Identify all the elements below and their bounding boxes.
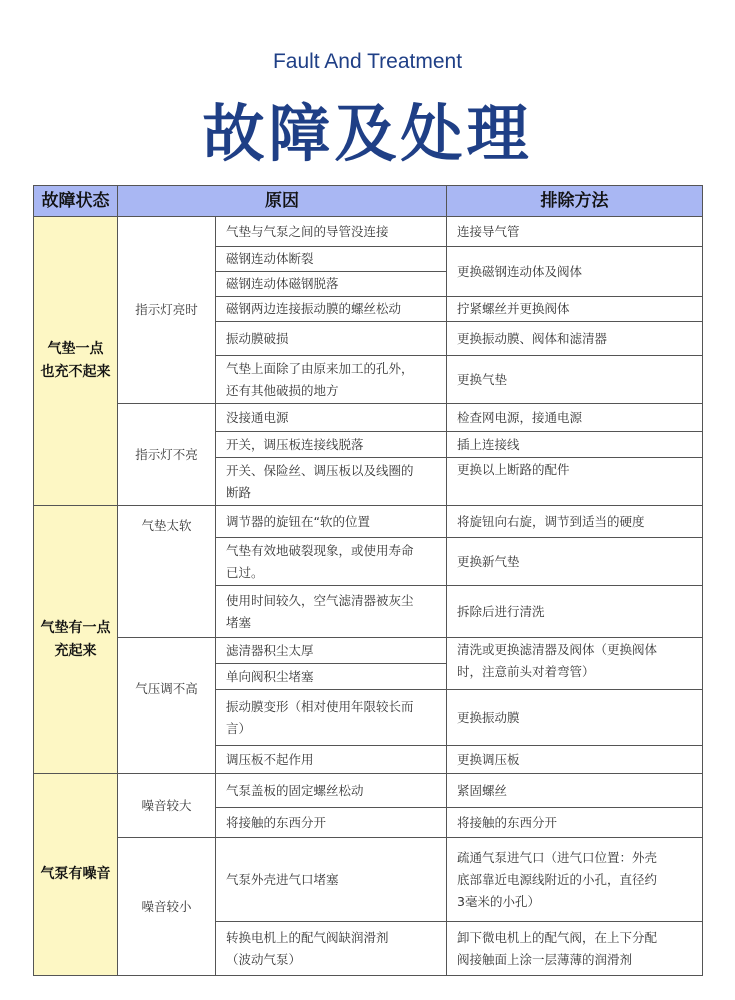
page-subtitle: Fault And Treatment	[272, 50, 463, 73]
cause-cell: 滤清器积尘太厚	[216, 638, 447, 664]
state-cell: 气泵有噪音	[34, 774, 118, 976]
fix-cell: 更换调压板	[447, 746, 703, 774]
cause-cell: 单向阀积尘堵塞	[216, 664, 447, 690]
table-row	[34, 838, 703, 922]
sub-state-cell: 气压调不高	[118, 638, 216, 774]
fix-cell: 插上连接线	[447, 432, 703, 458]
table-row	[34, 506, 703, 538]
table-row	[34, 638, 703, 664]
cause-cell: 磁钢两边连接振动膜的螺丝松动	[216, 297, 447, 322]
sub-state-cell: 噪音较大	[118, 774, 216, 838]
cause-cell: 使用时间较久，空气滤清器被灰尘 堵塞	[216, 586, 447, 638]
fix-cell: 更换气垫	[447, 356, 703, 404]
table-row	[34, 774, 703, 808]
cause-cell: 磁钢连动体磁钢脱落	[216, 272, 447, 297]
sub-state-cell: 指示灯亮时	[118, 217, 216, 404]
cause-cell: 调节器的旋钮在“软的位置	[216, 506, 447, 538]
fault-table	[33, 185, 703, 976]
fix-cell: 更换振动膜、阀体和滤清器	[447, 322, 703, 356]
table-header-row	[34, 186, 703, 217]
fix-cell: 检查网电源，接通电源	[447, 404, 703, 432]
sub-state-cell: 指示灯不亮	[118, 404, 216, 506]
cause-cell: 气垫有效地破裂现象，或使用寿命 已过。	[216, 538, 447, 586]
cause-cell: 气垫与气泵之间的导管没连接	[216, 217, 447, 247]
fix-cell: 卸下微电机上的配气阀，在上下分配 阀接触面上涂一层薄薄的润滑剂	[447, 922, 703, 976]
cause-cell: 转换电机上的配气阀缺润滑剂 （波动气泵）	[216, 922, 447, 976]
cause-cell: 开关、保险丝、调压板以及线圈的 断路	[216, 458, 447, 506]
header-fix: 排除方法	[447, 186, 703, 217]
table-row	[34, 404, 703, 432]
page-title: 故障及处理	[202, 97, 533, 170]
cause-cell: 振动膜变形（相对使用年限较长而 言）	[216, 690, 447, 746]
cause-cell: 没接通电源	[216, 404, 447, 432]
cause-cell: 振动膜破损	[216, 322, 447, 356]
fix-cell: 疏通气泵进气口（进气口位置：外壳 底部靠近电源线附近的小孔，直径约 3毫米的小孔）	[447, 838, 703, 922]
cause-cell: 气泵盖板的固定螺丝松动	[216, 774, 447, 808]
fix-cell: 将旋钮向右旋，调节到适当的硬度	[447, 506, 703, 538]
table-row	[34, 217, 703, 247]
fix-cell: 连接导气管	[447, 217, 703, 247]
fix-cell: 更换振动膜	[447, 690, 703, 746]
fix-cell: 拆除后进行清洗	[447, 586, 703, 638]
sub-state-cell: 噪音较小	[118, 838, 216, 976]
cause-cell: 磁钢连动体断裂	[216, 247, 447, 272]
state-cell: 气垫有一点 充起来	[34, 506, 118, 774]
header-cause: 原因	[118, 186, 447, 217]
state-cell: 气垫一点 也充不起来	[34, 217, 118, 506]
fix-cell: 更换磁钢连动体及阀体	[447, 247, 703, 297]
fix-cell: 拧紧螺丝并更换阀体	[447, 297, 703, 322]
fix-cell: 更换新气垫	[447, 538, 703, 586]
cause-cell: 开关，调压板连接线脱落	[216, 432, 447, 458]
cause-cell: 将接触的东西分开	[216, 808, 447, 838]
cause-cell: 气垫上面除了由原来加工的孔外， 还有其他破损的地方	[216, 356, 447, 404]
fix-cell: 清洗或更换滤清器及阀体（更换阀体 时，注意前头对着弯管）	[447, 638, 703, 690]
fix-cell: 将接触的东西分开	[447, 808, 703, 838]
cause-cell: 调压板不起作用	[216, 746, 447, 774]
fix-cell: 紧固螺丝	[447, 774, 703, 808]
header-state: 故障状态	[34, 186, 118, 217]
fix-cell: 更换以上断路的配件	[447, 458, 703, 506]
cause-cell: 气泵外壳进气口堵塞	[216, 838, 447, 922]
sub-state-cell: 气垫太软	[118, 506, 216, 638]
